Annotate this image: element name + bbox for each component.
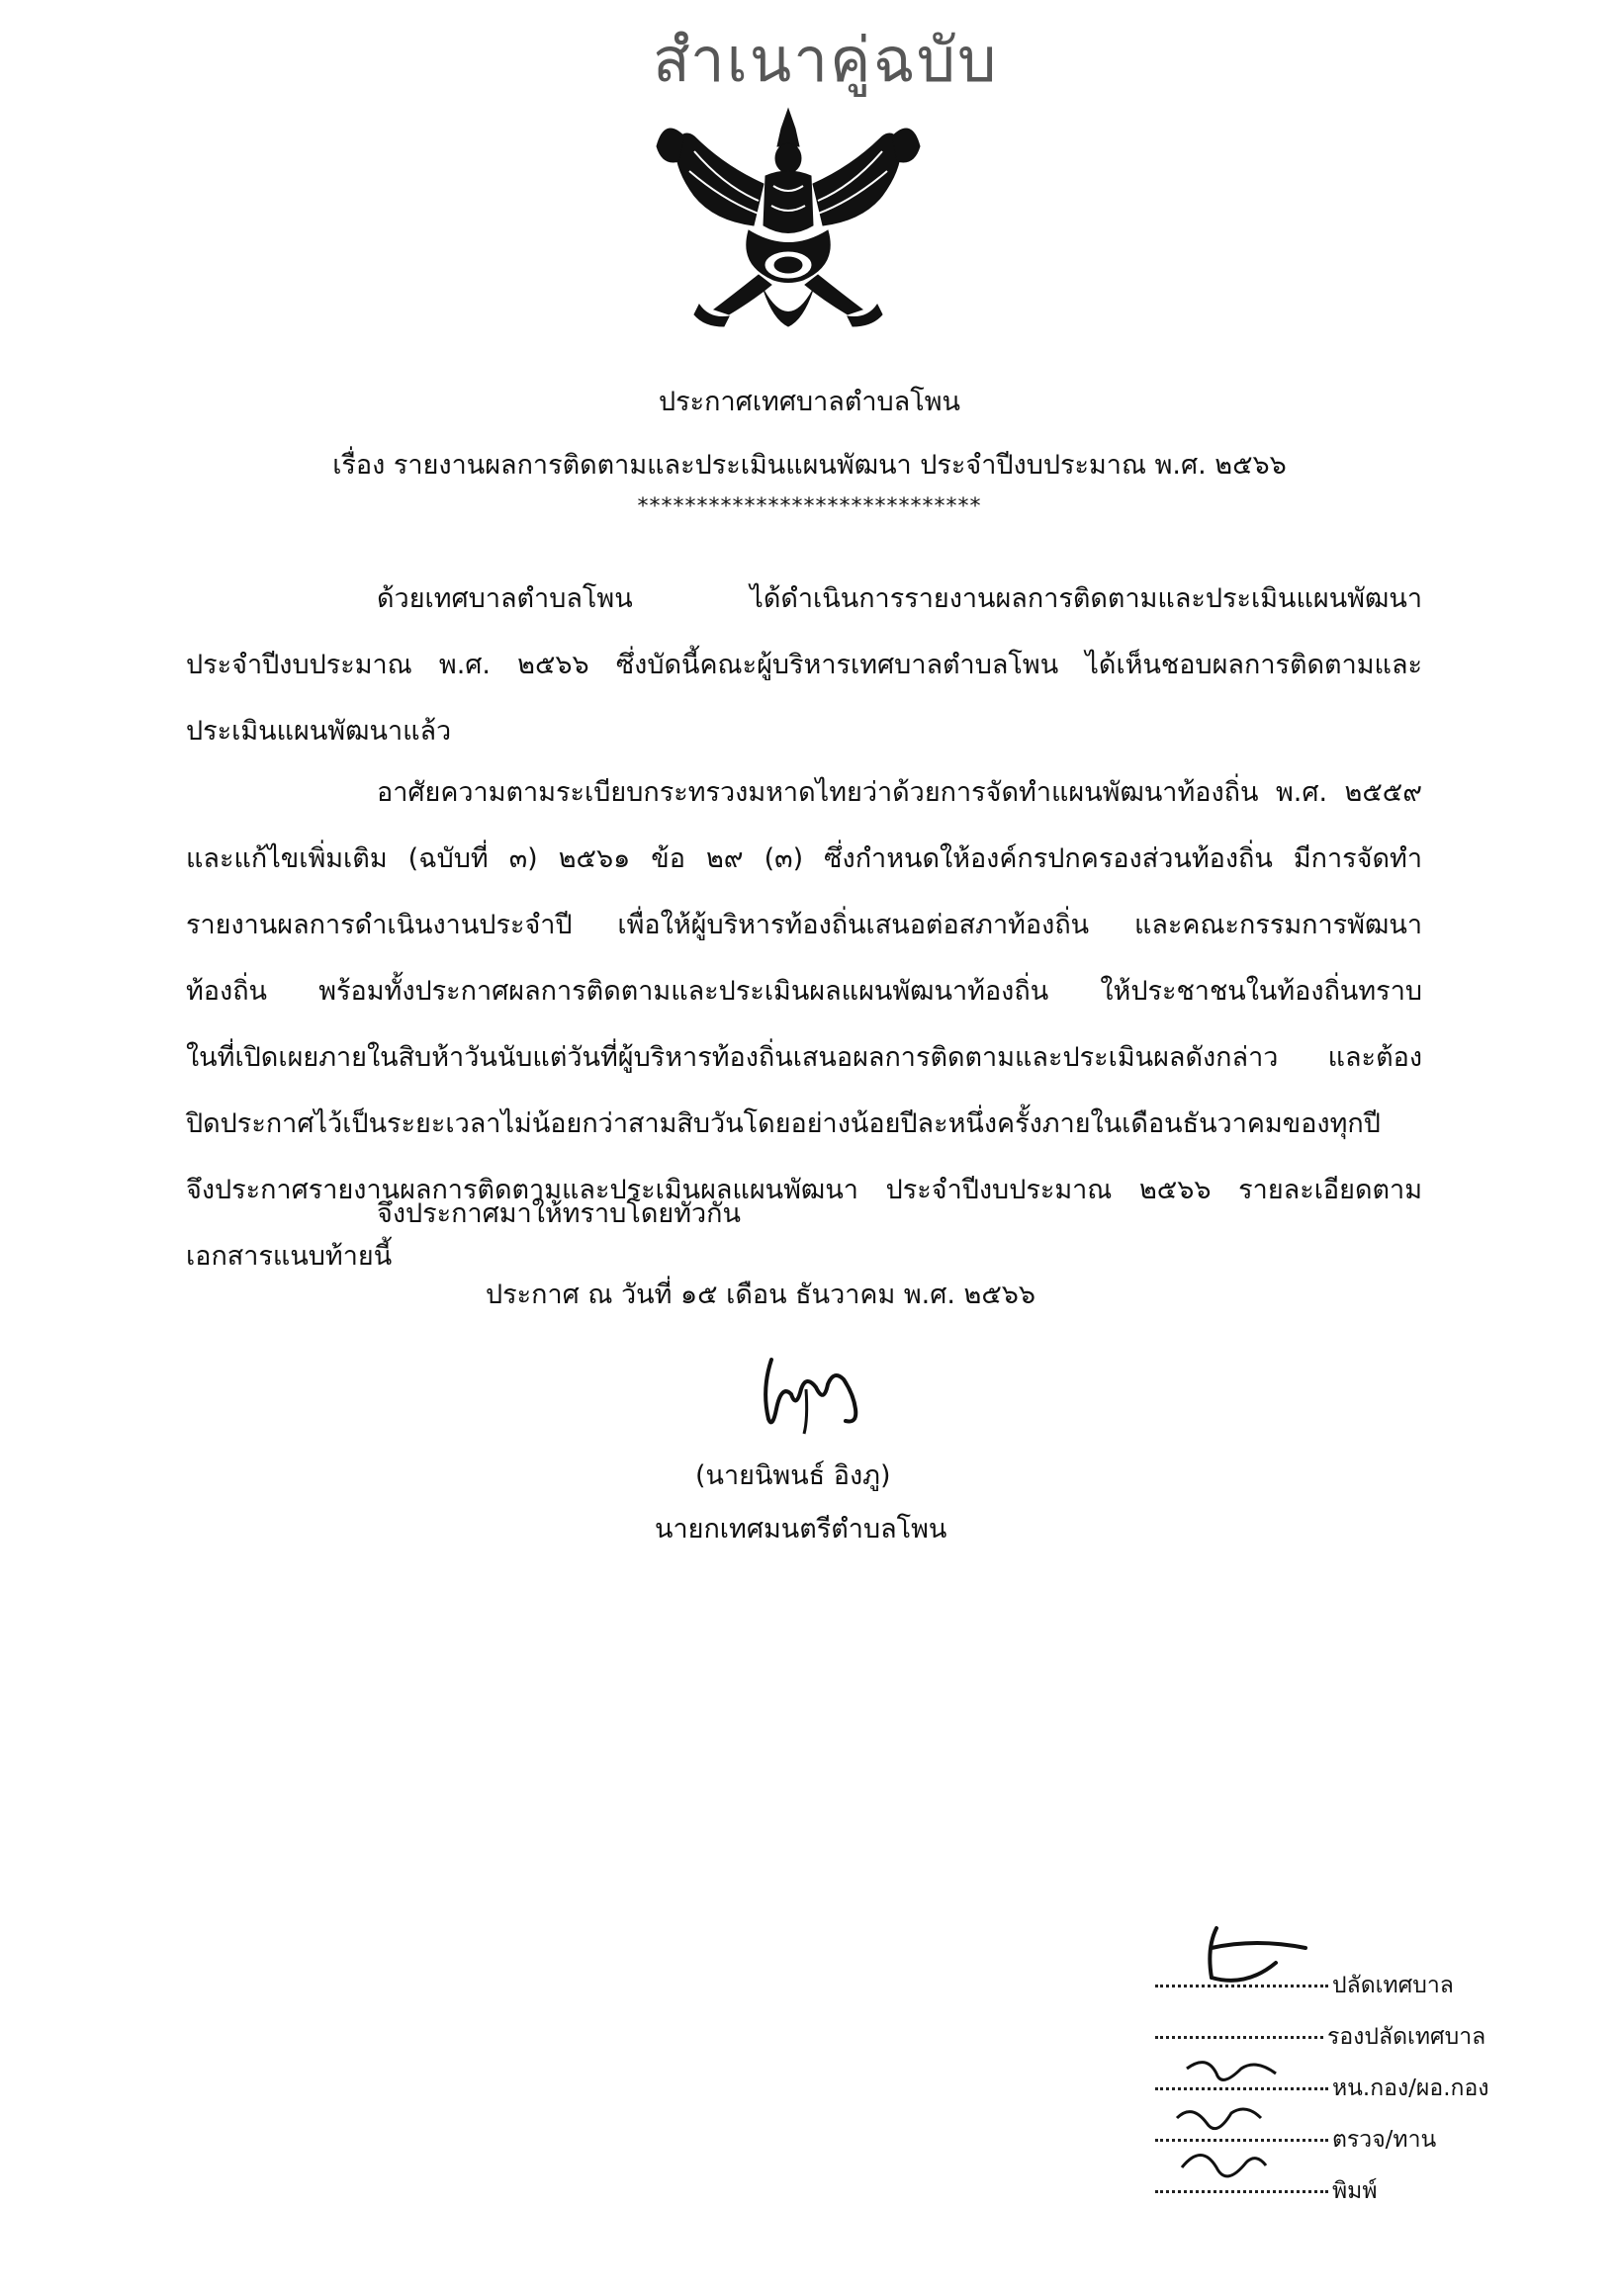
paragraph-line: เอกสารแนบท้ายนี้ <box>186 1241 393 1272</box>
closing-text: จึงประกาศมาให้ทราบโดยทั่วกัน <box>377 1198 741 1229</box>
routing-row <box>1155 2019 1590 2071</box>
announcement-subject: เรื่อง รายงานผลการติดตามและประเมินแผนพัฒนา ประจำปีงบประมาณ พ.ศ. ๒๕๖๖ <box>332 450 1287 481</box>
paragraph-2 <box>186 759 1422 1289</box>
paragraph-line: และแก้ไขเพิ่มเติม (ฉบับที่ ๓) ๒๕๖๑ ข้อ ๒๙ (๓) ซึ่งกำหนดให้องค์กรปกครองส่วนท้องถิ่น มีการจัดทำ <box>186 843 1422 874</box>
copy-stamp: สำเนาคู่ฉบับ <box>653 24 999 96</box>
paragraph-line: ท้องถิ่น พร้อมทั้งประกาศผลการติดตามและประเมินผลแผนพัฒนาท้องถิ่น ให้ประชาชนในท้องถิ่นทราบ <box>186 976 1422 1007</box>
routing-row <box>1155 2173 1590 2225</box>
signer-position: นายกเทศมนตรีตำบลโพน <box>655 1514 947 1545</box>
routing-label: หน.กอง/ผอ.กอง <box>1332 2075 1489 2101</box>
routing-label: พิมพ์ <box>1332 2178 1378 2204</box>
paragraph-1 <box>186 566 1422 764</box>
routing-label: ตรวจ/ทาน <box>1332 2127 1437 2153</box>
paragraph-line: ในที่เปิดเผยภายในสิบห้าวันนับแต่วันที่ผู้บริหารท้องถิ่นเสนอผลการติดตามและประเมินผลดังกล่าว และต้อง <box>186 1042 1422 1073</box>
paragraph-line: ด้วยเทศบาลตำบลโพน ได้ดำเนินการรายงานผลการติดตามและประเมินแผนพัฒนา <box>377 583 1422 614</box>
separator-line: ***************************** <box>637 494 982 519</box>
paragraph-line: ปิดประกาศไว้เป็นระยะเวลาไม่น้อยกว่าสามสิบวันโดยอย่างน้อยปีละหนึ่งครั้งภายในเดือนธันวาคมของทุกปี <box>186 1108 1381 1139</box>
mayor-signature-icon <box>747 1350 875 1439</box>
paragraph-line: ประเมินแผนพัฒนาแล้ว <box>186 716 452 747</box>
announcement-title: ประกาศเทศบาลตำบลโพน <box>659 387 960 417</box>
paragraph-line: จึงประกาศรายงานผลการติดตามและประเมินผลแผนพัฒนา ประจำปีงบประมาณ ๒๕๖๖ รายละเอียดตาม <box>186 1175 1422 1205</box>
paragraph-line: อาศัยความตามระเบียบกระทรวงมหาดไทยว่าด้วยการจัดทำแผนพัฒนาท้องถิ่น พ.ศ. ๒๕๕๙ <box>377 777 1422 808</box>
paragraph-line: ประจำปีงบประมาณ พ.ศ. ๒๕๖๖ ซึ่งบัดนี้คณะผู้บริหารเทศบาลตำบลโพน ได้เห็นชอบผลการติดตามและ <box>186 650 1422 680</box>
routing-label: ปลัดเทศบาล <box>1332 1973 1454 1998</box>
paragraph-line: รายงานผลการดำเนินงานประจำปี เพื่อให้ผู้บริหารท้องถิ่นเสนอต่อสภาท้องถิ่น และคณะกรรมการพัฒนา <box>186 910 1422 940</box>
date-line: ประกาศ ณ วันที่ ๑๕ เดือน ธันวาคม พ.ศ. ๒๕๖๖ <box>486 1280 1036 1310</box>
signer-name: (นายนิพนธ์ อิงภู) <box>695 1460 891 1491</box>
routing-label: รองปลัดเทศบาล <box>1327 2024 1486 2050</box>
routing-row <box>1155 2122 1590 2173</box>
routing-block <box>1155 1968 1590 2225</box>
routing-row <box>1155 1968 1590 2019</box>
garuda-emblem-icon <box>655 107 922 334</box>
routing-row <box>1155 2071 1590 2122</box>
